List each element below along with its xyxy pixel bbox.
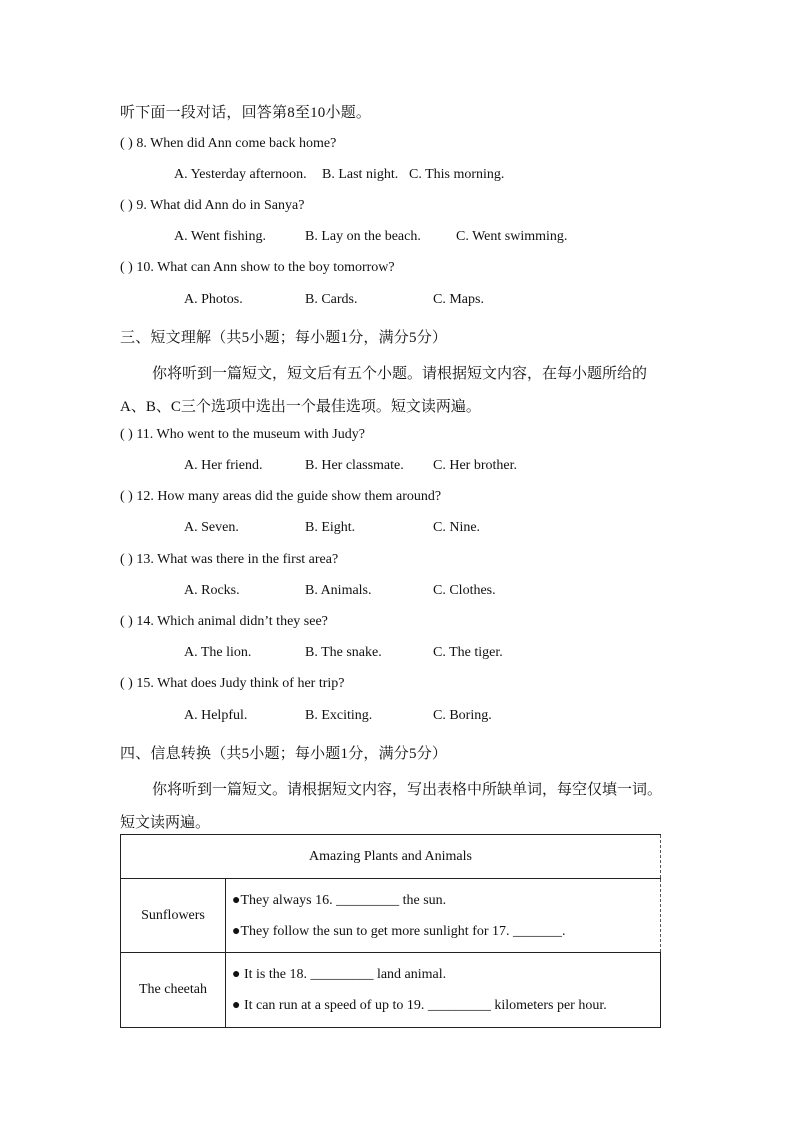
q13-option-b: B. Animals. xyxy=(305,583,372,598)
q8-option-b: B. Last night. xyxy=(322,167,399,182)
q12-option-a: A. Seven. xyxy=(184,520,239,535)
blank-18-line: ● It is the 18. _________ land animal. xyxy=(232,967,447,982)
question-13-stem: ( ) 13. What was there in the first area? xyxy=(120,552,339,567)
table-row xyxy=(121,953,661,1028)
question-14-stem: ( ) 14. Which animal didn’t they see? xyxy=(120,614,328,629)
section-4-instruction-line-1: 你将听到一篇短文。请根据短文内容，写出表格中所缺单词，每空仅填一词。 xyxy=(152,782,663,798)
q10-option-c: C. Maps. xyxy=(433,292,484,307)
q8-option-a: A. Yesterday afternoon. xyxy=(174,167,307,182)
blank-19-line: ● It can run at a speed of up to 19. _________ kilometers per hour. xyxy=(232,998,607,1013)
q15-option-c: C. Boring. xyxy=(433,708,492,723)
q12-option-c: C. Nine. xyxy=(433,520,481,535)
section-4-heading: 四、信息转换（共5小题；每小题1分，满分5分） xyxy=(120,746,448,762)
question-10-stem: ( ) 10. What can Ann show to the boy tomorrow? xyxy=(120,260,395,275)
section-4-instruction-line-2: 短文读两遍。 xyxy=(120,815,211,831)
row-label-cheetah: The cheetah xyxy=(121,953,226,1028)
q14-option-b: B. The snake. xyxy=(305,645,382,660)
q8-option-c: C. This morning. xyxy=(409,167,505,182)
question-8-stem: ( ) 8. When did Ann come back home? xyxy=(120,136,337,151)
q11-option-b: B. Her classmate. xyxy=(305,458,404,473)
row-label-sunflowers: Sunflowers xyxy=(121,879,226,953)
question-11-stem: ( ) 11. Who went to the museum with Judy? xyxy=(120,427,365,442)
q9-option-a: A. Went fishing. xyxy=(174,229,266,244)
q10-option-b: B. Cards. xyxy=(305,292,358,307)
q11-option-a: A. Her friend. xyxy=(184,458,263,473)
q15-option-a: A. Helpful. xyxy=(184,708,248,723)
q10-option-a: A. Photos. xyxy=(184,292,243,307)
blank-16-line: ●They always 16. _________ the sun. xyxy=(232,892,447,908)
info-table xyxy=(120,834,661,1028)
question-12-stem: ( ) 12. How many areas did the guide show them around? xyxy=(120,489,442,504)
question-15-stem: ( ) 15. What does Judy think of her trip? xyxy=(120,676,345,691)
q14-option-a: A. The lion. xyxy=(184,645,252,660)
q9-option-b: B. Lay on the beach. xyxy=(305,229,421,244)
q11-option-c: C. Her brother. xyxy=(433,458,517,473)
q13-option-c: C. Clothes. xyxy=(433,583,496,598)
q13-option-a: A. Rocks. xyxy=(184,583,240,598)
section-3-instruction-line-1: 你将听到一篇短文，短文后有五个小题。请根据短文内容，在每小题所给的 xyxy=(152,366,648,382)
table-title: Amazing Plants and Animals xyxy=(121,835,661,879)
question-9-stem: ( ) 9. What did Ann do in Sanya? xyxy=(120,198,305,213)
blank-17-line: ●They follow the sun to get more sunlight for 17. _______. xyxy=(232,923,566,939)
q15-option-b: B. Exciting. xyxy=(305,708,373,723)
q9-option-c: C. Went swimming. xyxy=(456,229,568,244)
listening-intro: 听下面一段对话，回答第8至10小题。 xyxy=(120,105,372,121)
section-3-heading: 三、短文理解（共5小题；每小题1分，满分5分） xyxy=(120,330,448,346)
q12-option-b: B. Eight. xyxy=(305,520,356,535)
table-row xyxy=(121,879,661,953)
row-content-sunflowers xyxy=(226,879,661,953)
section-3-instruction-line-2: A、B、C三个选项中选出一个最佳选项。短文读两遍。 xyxy=(120,399,481,415)
row-content-cheetah xyxy=(226,953,661,1028)
q14-option-c: C. The tiger. xyxy=(433,645,503,660)
